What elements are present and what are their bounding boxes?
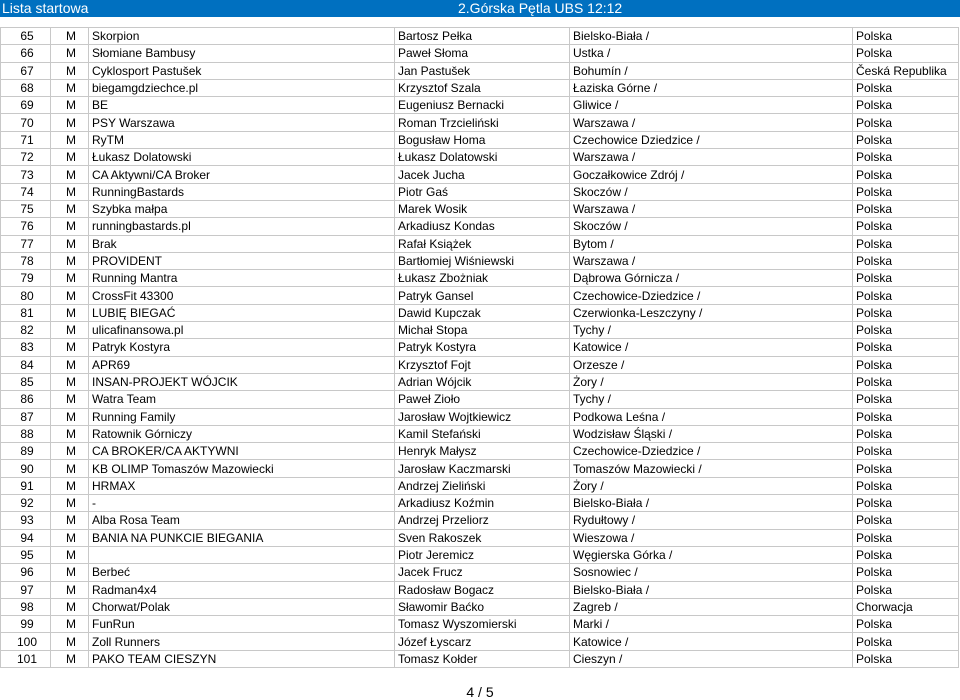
city-cell: Goczałkowice Zdrój / bbox=[570, 166, 853, 183]
sex-cell: M bbox=[51, 304, 89, 321]
start-number-cell: 86 bbox=[1, 391, 51, 408]
sex-cell: M bbox=[51, 546, 89, 563]
team-cell: APR69 bbox=[89, 356, 395, 373]
country-cell: Polska bbox=[853, 79, 959, 96]
sex-cell: M bbox=[51, 408, 89, 425]
country-cell: Polska bbox=[853, 287, 959, 304]
city-cell: Warszawa / bbox=[570, 200, 853, 217]
start-number-cell: 66 bbox=[1, 45, 51, 62]
start-number-cell: 77 bbox=[1, 235, 51, 252]
sex-cell: M bbox=[51, 477, 89, 494]
table-row bbox=[1, 460, 959, 477]
table-row bbox=[1, 97, 959, 114]
table-row bbox=[1, 149, 959, 166]
table-row bbox=[1, 616, 959, 633]
start-number-cell: 101 bbox=[1, 650, 51, 667]
country-cell: Polska bbox=[853, 356, 959, 373]
sex-cell: M bbox=[51, 235, 89, 252]
table-row bbox=[1, 183, 959, 200]
team-cell: HRMAX bbox=[89, 477, 395, 494]
participant-name-cell: Łukasz Zbożniak bbox=[395, 270, 570, 287]
start-number-cell: 68 bbox=[1, 79, 51, 96]
page-number: 4 / 5 bbox=[466, 684, 494, 700]
table-row bbox=[1, 252, 959, 269]
start-number-cell: 75 bbox=[1, 200, 51, 217]
start-number-cell: 87 bbox=[1, 408, 51, 425]
table-row bbox=[1, 166, 959, 183]
country-cell: Polska bbox=[853, 564, 959, 581]
city-cell: Sosnowiec / bbox=[570, 564, 853, 581]
country-cell: Polska bbox=[853, 443, 959, 460]
sex-cell: M bbox=[51, 495, 89, 512]
city-cell: Bielsko-Biała / bbox=[570, 495, 853, 512]
country-cell: Polska bbox=[853, 322, 959, 339]
sex-cell: M bbox=[51, 131, 89, 148]
city-cell: Dąbrowa Górnicza / bbox=[570, 270, 853, 287]
sex-cell: M bbox=[51, 287, 89, 304]
city-cell: Ustka / bbox=[570, 45, 853, 62]
team-cell: Łukasz Dolatowski bbox=[89, 149, 395, 166]
sex-cell: M bbox=[51, 598, 89, 615]
table-row bbox=[1, 477, 959, 494]
participant-name-cell: Jacek Jucha bbox=[395, 166, 570, 183]
team-cell bbox=[89, 546, 395, 563]
team-cell: CrossFit 43300 bbox=[89, 287, 395, 304]
sex-cell: M bbox=[51, 356, 89, 373]
sex-cell: M bbox=[51, 79, 89, 96]
sex-cell: M bbox=[51, 512, 89, 529]
table-row bbox=[1, 287, 959, 304]
start-number-cell: 81 bbox=[1, 304, 51, 321]
country-cell: Česká Republika bbox=[853, 62, 959, 79]
team-cell: Brak bbox=[89, 235, 395, 252]
start-list-body bbox=[1, 28, 959, 668]
participant-name-cell: Paweł Słoma bbox=[395, 45, 570, 62]
start-number-cell: 70 bbox=[1, 114, 51, 131]
table-row bbox=[1, 425, 959, 442]
team-cell: Running Family bbox=[89, 408, 395, 425]
country-cell: Polska bbox=[853, 477, 959, 494]
country-cell: Polska bbox=[853, 391, 959, 408]
table-row bbox=[1, 114, 959, 131]
team-cell: INSAN-PROJEKT WÓJCIK bbox=[89, 373, 395, 390]
table-row bbox=[1, 200, 959, 217]
team-cell: PROVIDENT bbox=[89, 252, 395, 269]
sex-cell: M bbox=[51, 149, 89, 166]
participant-name-cell: Rafał Książek bbox=[395, 235, 570, 252]
team-cell: RyTM bbox=[89, 131, 395, 148]
start-number-cell: 100 bbox=[1, 633, 51, 650]
sex-cell: M bbox=[51, 166, 89, 183]
start-number-cell: 89 bbox=[1, 443, 51, 460]
participant-name-cell: Sven Rakoszek bbox=[395, 529, 570, 546]
team-cell: Skorpion bbox=[89, 28, 395, 45]
city-cell: Katowice / bbox=[570, 633, 853, 650]
city-cell: Tomaszów Mazowiecki / bbox=[570, 460, 853, 477]
start-number-cell: 91 bbox=[1, 477, 51, 494]
start-number-cell: 65 bbox=[1, 28, 51, 45]
city-cell: Wodzisław Śląski / bbox=[570, 425, 853, 442]
team-cell: Patryk Kostyra bbox=[89, 339, 395, 356]
team-cell: PSY Warszawa bbox=[89, 114, 395, 131]
city-cell: Skoczów / bbox=[570, 218, 853, 235]
country-cell: Polska bbox=[853, 45, 959, 62]
start-number-cell: 95 bbox=[1, 546, 51, 563]
sex-cell: M bbox=[51, 28, 89, 45]
participant-name-cell: Radosław Bogacz bbox=[395, 581, 570, 598]
start-number-cell: 71 bbox=[1, 131, 51, 148]
city-cell: Cieszyn / bbox=[570, 650, 853, 667]
start-number-cell: 82 bbox=[1, 322, 51, 339]
team-cell: PAKO TEAM CIESZYN bbox=[89, 650, 395, 667]
city-cell: Orzesze / bbox=[570, 356, 853, 373]
city-cell: Tychy / bbox=[570, 391, 853, 408]
country-cell: Polska bbox=[853, 166, 959, 183]
participant-name-cell: Tomasz Wyszomierski bbox=[395, 616, 570, 633]
city-cell: Żory / bbox=[570, 477, 853, 494]
city-cell: Węgierska Górka / bbox=[570, 546, 853, 563]
participant-name-cell: Bartosz Pełka bbox=[395, 28, 570, 45]
sex-cell: M bbox=[51, 183, 89, 200]
sex-cell: M bbox=[51, 443, 89, 460]
city-cell: Warszawa / bbox=[570, 149, 853, 166]
participant-name-cell: Bogusław Homa bbox=[395, 131, 570, 148]
participant-name-cell: Jarosław Kaczmarski bbox=[395, 460, 570, 477]
city-cell: Podkowa Leśna / bbox=[570, 408, 853, 425]
event-title: 2.Górska Pętla UBS 12:12 bbox=[458, 0, 623, 16]
header-bar bbox=[0, 0, 960, 17]
country-cell: Polska bbox=[853, 633, 959, 650]
start-number-cell: 92 bbox=[1, 495, 51, 512]
participant-name-cell: Tomasz Kołder bbox=[395, 650, 570, 667]
participant-name-cell: Krzysztof Szala bbox=[395, 79, 570, 96]
sex-cell: M bbox=[51, 529, 89, 546]
country-cell: Polska bbox=[853, 114, 959, 131]
table-row bbox=[1, 564, 959, 581]
participant-name-cell: Dawid Kupczak bbox=[395, 304, 570, 321]
team-cell: Berbeć bbox=[89, 564, 395, 581]
start-number-cell: 85 bbox=[1, 373, 51, 390]
country-cell: Polska bbox=[853, 529, 959, 546]
table-row bbox=[1, 218, 959, 235]
start-number-cell: 74 bbox=[1, 183, 51, 200]
table-row bbox=[1, 443, 959, 460]
sex-cell: M bbox=[51, 322, 89, 339]
participant-name-cell: Jarosław Wojtkiewicz bbox=[395, 408, 570, 425]
table-row bbox=[1, 131, 959, 148]
country-cell: Polska bbox=[853, 28, 959, 45]
start-number-cell: 83 bbox=[1, 339, 51, 356]
country-cell: Polska bbox=[853, 460, 959, 477]
table-row bbox=[1, 581, 959, 598]
country-cell: Polska bbox=[853, 373, 959, 390]
sex-cell: M bbox=[51, 391, 89, 408]
city-cell: Żory / bbox=[570, 373, 853, 390]
start-number-cell: 72 bbox=[1, 149, 51, 166]
table-row bbox=[1, 62, 959, 79]
start-number-cell: 94 bbox=[1, 529, 51, 546]
team-cell: Cyklosport Pastušek bbox=[89, 62, 395, 79]
city-cell: Warszawa / bbox=[570, 252, 853, 269]
start-number-cell: 88 bbox=[1, 425, 51, 442]
city-cell: Czechowice-Dziedzice / bbox=[570, 443, 853, 460]
team-cell: BE bbox=[89, 97, 395, 114]
sex-cell: M bbox=[51, 425, 89, 442]
start-number-cell: 96 bbox=[1, 564, 51, 581]
team-cell: biegamgdziechce.pl bbox=[89, 79, 395, 96]
city-cell: Warszawa / bbox=[570, 114, 853, 131]
participant-name-cell: Jacek Frucz bbox=[395, 564, 570, 581]
city-cell: Skoczów / bbox=[570, 183, 853, 200]
country-cell: Polska bbox=[853, 235, 959, 252]
table-row bbox=[1, 408, 959, 425]
sex-cell: M bbox=[51, 218, 89, 235]
participant-name-cell: Arkadiusz Koźmin bbox=[395, 495, 570, 512]
country-cell: Polska bbox=[853, 97, 959, 114]
country-cell: Polska bbox=[853, 131, 959, 148]
table-row bbox=[1, 529, 959, 546]
participant-name-cell: Henryk Małysz bbox=[395, 443, 570, 460]
team-cell: Radman4x4 bbox=[89, 581, 395, 598]
country-cell: Polska bbox=[853, 495, 959, 512]
city-cell: Łaziska Górne / bbox=[570, 79, 853, 96]
sex-cell: M bbox=[51, 339, 89, 356]
start-number-cell: 90 bbox=[1, 460, 51, 477]
start-number-cell: 69 bbox=[1, 97, 51, 114]
team-cell: Running Mantra bbox=[89, 270, 395, 287]
table-row bbox=[1, 270, 959, 287]
participant-name-cell: Sławomir Baćko bbox=[395, 598, 570, 615]
participant-name-cell: Patryk Kostyra bbox=[395, 339, 570, 356]
table-row bbox=[1, 546, 959, 563]
country-cell: Polska bbox=[853, 270, 959, 287]
sex-cell: M bbox=[51, 270, 89, 287]
sex-cell: M bbox=[51, 581, 89, 598]
city-cell: Bielsko-Biała / bbox=[570, 28, 853, 45]
table-row bbox=[1, 322, 959, 339]
participant-name-cell: Krzysztof Fojt bbox=[395, 356, 570, 373]
start-number-cell: 78 bbox=[1, 252, 51, 269]
sex-cell: M bbox=[51, 45, 89, 62]
participant-name-cell: Bartłomiej Wiśniewski bbox=[395, 252, 570, 269]
city-cell: Rydułtowy / bbox=[570, 512, 853, 529]
city-cell: Czechowice-Dziedzice / bbox=[570, 287, 853, 304]
city-cell: Bielsko-Biała / bbox=[570, 581, 853, 598]
start-number-cell: 99 bbox=[1, 616, 51, 633]
team-cell: Szybka małpa bbox=[89, 200, 395, 217]
table-row bbox=[1, 235, 959, 252]
team-cell: ulicafinansowa.pl bbox=[89, 322, 395, 339]
table-row bbox=[1, 28, 959, 45]
start-number-cell: 76 bbox=[1, 218, 51, 235]
participant-name-cell: Piotr Jeremicz bbox=[395, 546, 570, 563]
team-cell: KB OLIMP Tomaszów Mazowiecki bbox=[89, 460, 395, 477]
participant-name-cell: Andrzej Przeliorz bbox=[395, 512, 570, 529]
city-cell: Bytom / bbox=[570, 235, 853, 252]
participant-name-cell: Piotr Gaś bbox=[395, 183, 570, 200]
team-cell: - bbox=[89, 495, 395, 512]
table-row bbox=[1, 304, 959, 321]
country-cell: Polska bbox=[853, 252, 959, 269]
participant-name-cell: Kamil Stefański bbox=[395, 425, 570, 442]
team-cell: BANIA NA PUNKCIE BIEGANIA bbox=[89, 529, 395, 546]
country-cell: Polska bbox=[853, 650, 959, 667]
start-number-cell: 93 bbox=[1, 512, 51, 529]
participant-name-cell: Andrzej Zieliński bbox=[395, 477, 570, 494]
team-cell: FunRun bbox=[89, 616, 395, 633]
table-row bbox=[1, 339, 959, 356]
sex-cell: M bbox=[51, 97, 89, 114]
sex-cell: M bbox=[51, 460, 89, 477]
city-cell: Wieszowa / bbox=[570, 529, 853, 546]
sex-cell: M bbox=[51, 633, 89, 650]
sex-cell: M bbox=[51, 650, 89, 667]
country-cell: Polska bbox=[853, 546, 959, 563]
country-cell: Polska bbox=[853, 425, 959, 442]
table-row bbox=[1, 356, 959, 373]
city-cell: Tychy / bbox=[570, 322, 853, 339]
table-row bbox=[1, 633, 959, 650]
country-cell: Polska bbox=[853, 304, 959, 321]
team-cell: Słomiane Bambusy bbox=[89, 45, 395, 62]
sex-cell: M bbox=[51, 200, 89, 217]
city-cell: Czerwionka-Leszczyny / bbox=[570, 304, 853, 321]
team-cell: CA BROKER/CA AKTYWNI bbox=[89, 443, 395, 460]
country-cell: Polska bbox=[853, 616, 959, 633]
table-row bbox=[1, 391, 959, 408]
start-number-cell: 80 bbox=[1, 287, 51, 304]
participant-name-cell: Michał Stopa bbox=[395, 322, 570, 339]
country-cell: Polska bbox=[853, 512, 959, 529]
participant-name-cell: Jan Pastušek bbox=[395, 62, 570, 79]
sex-cell: M bbox=[51, 252, 89, 269]
country-cell: Polska bbox=[853, 200, 959, 217]
participant-name-cell: Marek Wosik bbox=[395, 200, 570, 217]
start-number-cell: 84 bbox=[1, 356, 51, 373]
city-cell: Bohumín / bbox=[570, 62, 853, 79]
team-cell: Zoll Runners bbox=[89, 633, 395, 650]
team-cell: LUBIĘ BIEGAĆ bbox=[89, 304, 395, 321]
city-cell: Katowice / bbox=[570, 339, 853, 356]
start-number-cell: 79 bbox=[1, 270, 51, 287]
table-row bbox=[1, 650, 959, 667]
country-cell: Polska bbox=[853, 149, 959, 166]
country-cell: Chorwacja bbox=[853, 598, 959, 615]
table-row bbox=[1, 495, 959, 512]
participant-name-cell: Arkadiusz Kondas bbox=[395, 218, 570, 235]
city-cell: Gliwice / bbox=[570, 97, 853, 114]
participant-name-cell: Łukasz Dolatowski bbox=[395, 149, 570, 166]
table-row bbox=[1, 45, 959, 62]
city-cell: Marki / bbox=[570, 616, 853, 633]
participant-name-cell: Paweł Zioło bbox=[395, 391, 570, 408]
participant-name-cell: Eugeniusz Bernacki bbox=[395, 97, 570, 114]
team-cell: Alba Rosa Team bbox=[89, 512, 395, 529]
start-number-cell: 67 bbox=[1, 62, 51, 79]
document-title: Lista startowa bbox=[2, 0, 89, 16]
country-cell: Polska bbox=[853, 581, 959, 598]
team-cell: CA Aktywni/CA Broker bbox=[89, 166, 395, 183]
country-cell: Polska bbox=[853, 408, 959, 425]
table-row bbox=[1, 598, 959, 615]
table-row bbox=[1, 512, 959, 529]
team-cell: Chorwat/Polak bbox=[89, 598, 395, 615]
start-number-cell: 98 bbox=[1, 598, 51, 615]
table-row bbox=[1, 373, 959, 390]
country-cell: Polska bbox=[853, 218, 959, 235]
team-cell: Ratownik Górniczy bbox=[89, 425, 395, 442]
sex-cell: M bbox=[51, 564, 89, 581]
start-list-table bbox=[0, 27, 959, 668]
team-cell: runningbastards.pl bbox=[89, 218, 395, 235]
participant-name-cell: Józef Łyscarz bbox=[395, 633, 570, 650]
sex-cell: M bbox=[51, 114, 89, 131]
team-cell: Watra Team bbox=[89, 391, 395, 408]
sex-cell: M bbox=[51, 62, 89, 79]
participant-name-cell: Patryk Gansel bbox=[395, 287, 570, 304]
participant-name-cell: Roman Trzcieliński bbox=[395, 114, 570, 131]
sex-cell: M bbox=[51, 373, 89, 390]
country-cell: Polska bbox=[853, 183, 959, 200]
city-cell: Czechowice Dziedzice / bbox=[570, 131, 853, 148]
participant-name-cell: Adrian Wójcik bbox=[395, 373, 570, 390]
team-cell: RunningBastards bbox=[89, 183, 395, 200]
sex-cell: M bbox=[51, 616, 89, 633]
table-row bbox=[1, 79, 959, 96]
start-number-cell: 97 bbox=[1, 581, 51, 598]
start-number-cell: 73 bbox=[1, 166, 51, 183]
city-cell: Zagreb / bbox=[570, 598, 853, 615]
country-cell: Polska bbox=[853, 339, 959, 356]
